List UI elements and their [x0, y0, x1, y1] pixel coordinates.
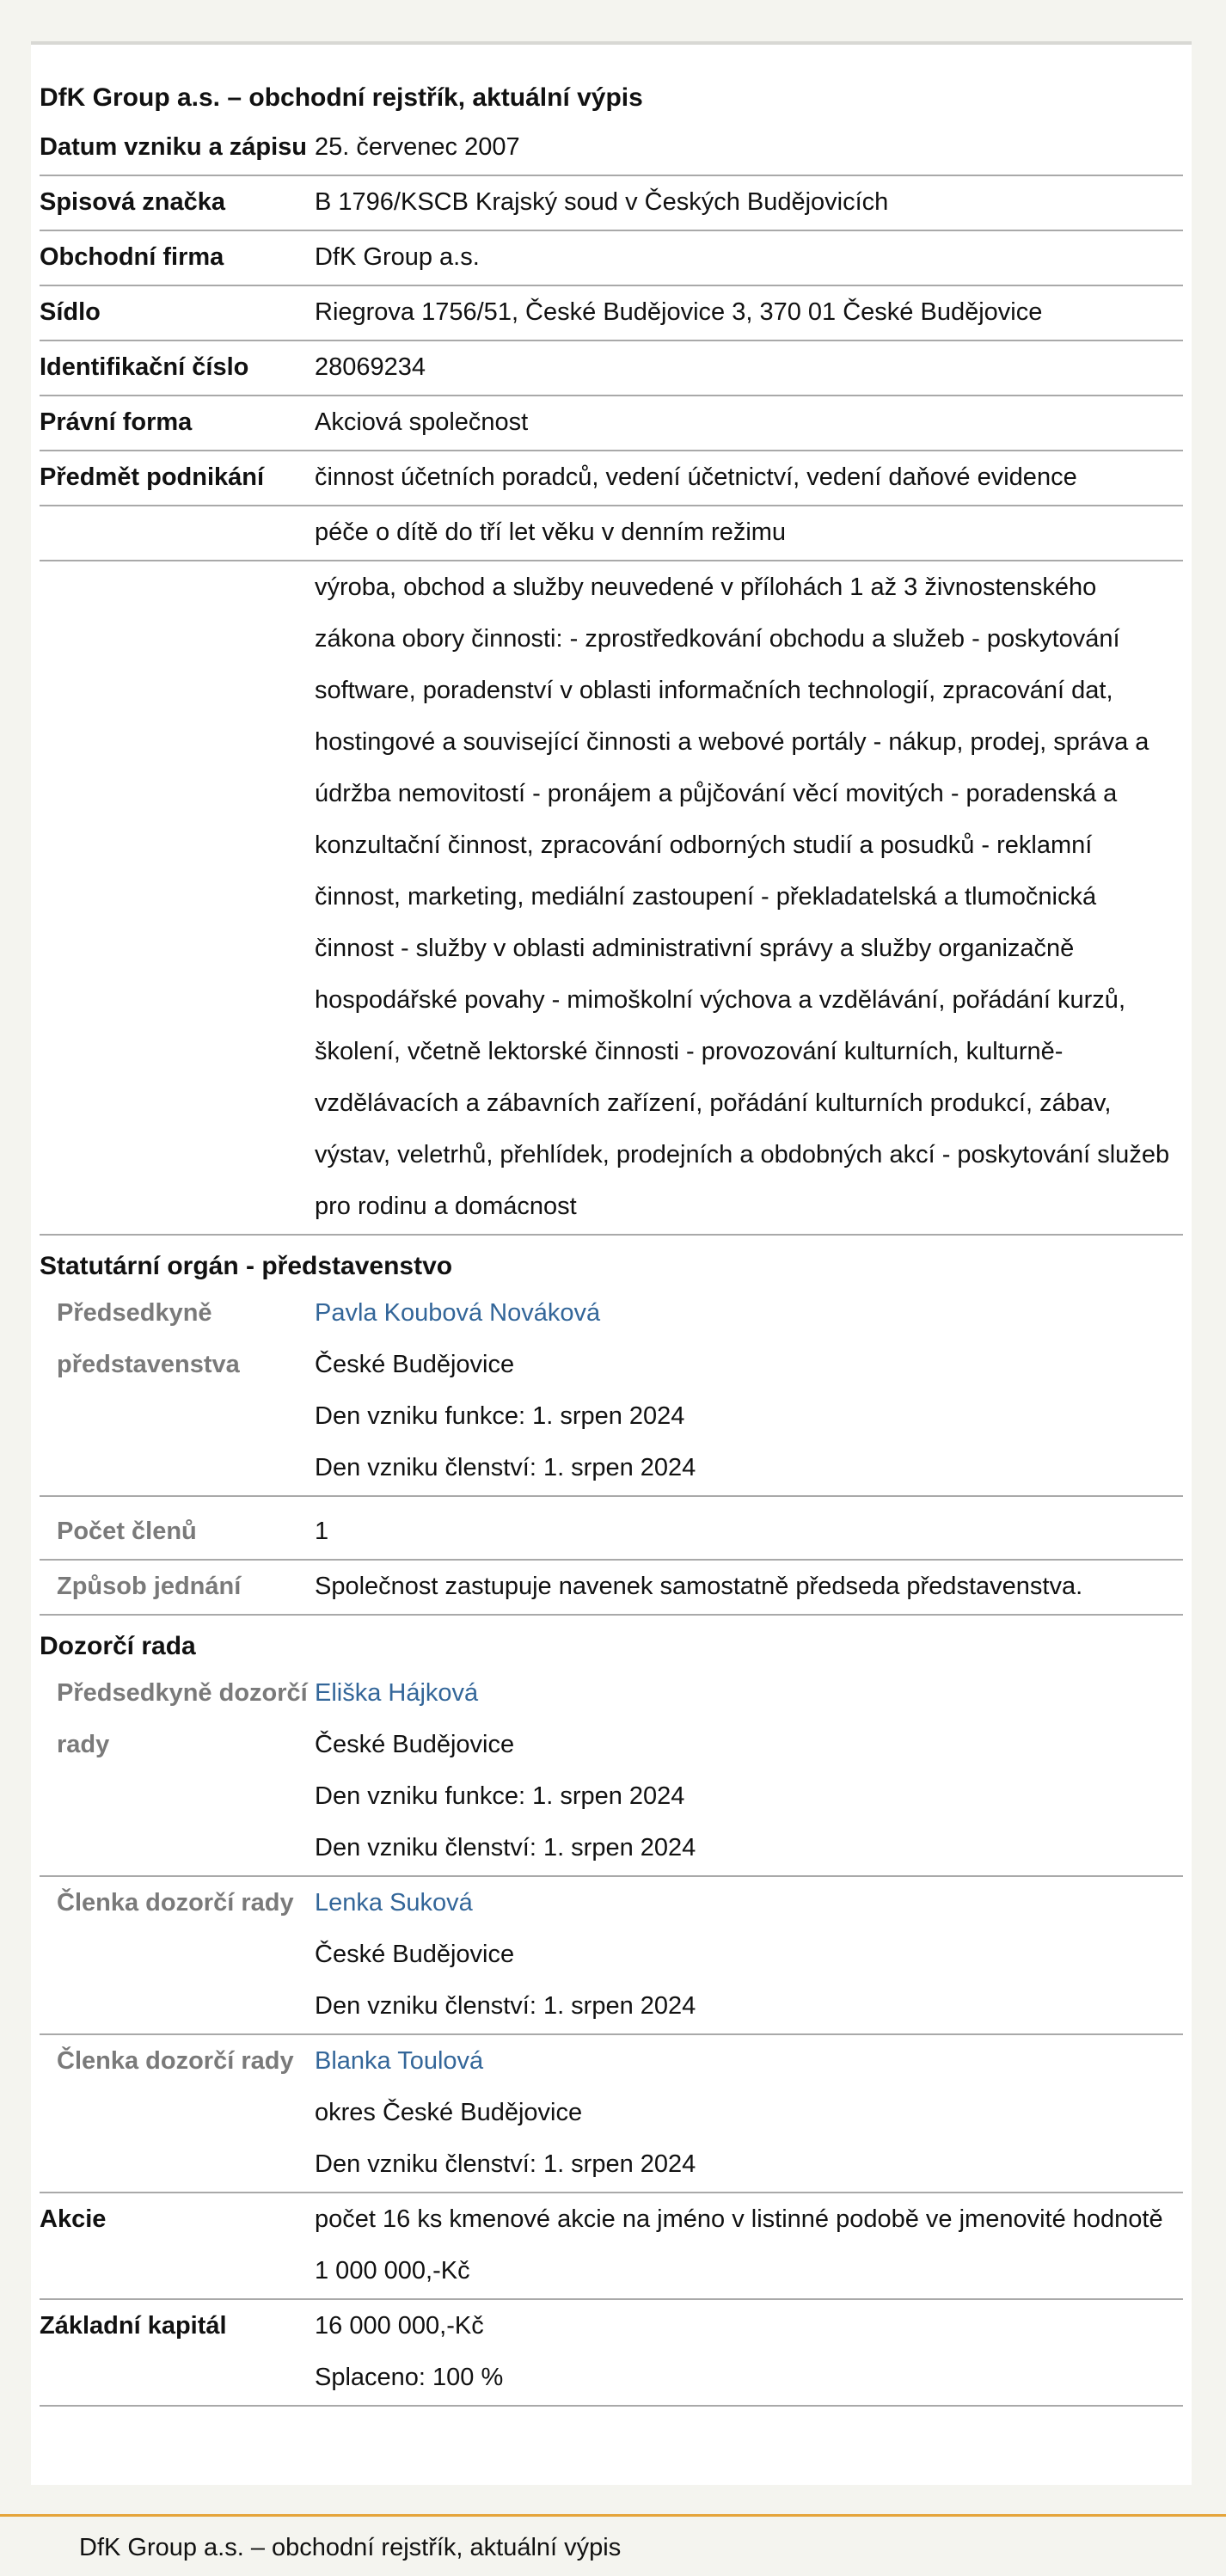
section-title-board: Statutární orgán - představenstvo [40, 1252, 453, 1280]
label-member-count: Počet členů [57, 1518, 197, 1545]
member-function-date: Den vzniku funkce: 1. srpen 2024 [315, 1782, 685, 1810]
row-member-count [40, 1506, 1183, 1561]
label-founding-date: Datum vzniku a zápisu [40, 133, 308, 161]
label-capital: Základní kapitál [40, 2312, 227, 2340]
footer-title: DfK Group a.s. – obchodní rejstřík, aktuální výpis [79, 2534, 622, 2561]
member-function-date: Den vzniku funkce: 1. srpen 2024 [315, 1402, 685, 1430]
member-name-link[interactable]: Pavla Koubová Nováková [315, 1299, 601, 1327]
row-business-3 [40, 561, 1183, 1236]
label-company-name: Obchodní firma [40, 243, 224, 271]
label-file-number: Spisová značka [40, 188, 225, 216]
label-shares: Akcie [40, 2205, 107, 2233]
value-seat: Riegrova 1756/51, České Budějovice 3, 370 01 České Budějovice [315, 298, 1043, 326]
row-seat [40, 286, 1183, 341]
row-legal-form [40, 396, 1183, 451]
register-extract-sheet [31, 45, 1192, 2485]
row-file-number [40, 176, 1183, 231]
supervisory-member [40, 2035, 1183, 2193]
section-title-supervisory: Dozorčí rada [40, 1632, 196, 1660]
row-shares [40, 2193, 1183, 2300]
row-company-name [40, 231, 1183, 286]
row-business-1 [40, 451, 1183, 506]
row-capital [40, 2300, 1183, 2407]
supervisory-member [40, 1667, 1183, 1877]
member-membership-date: Den vzniku členství: 1. srpen 2024 [315, 1454, 696, 1481]
value-member-count: 1 [315, 1518, 329, 1545]
member-city: České Budějovice [315, 1351, 515, 1378]
member-role: Předsedkyně dozorčí rady [57, 1679, 308, 1758]
member-role: Předsedkyně představenstva [57, 1299, 240, 1378]
label-business: Předmět podnikání [40, 463, 265, 491]
page-title: DfK Group a.s. – obchodní rejstřík, aktuální výpis [40, 83, 643, 112]
value-capital-paid: Splaceno: 100 % [315, 2364, 504, 2391]
supervisory-member [40, 1877, 1183, 2035]
row-id-number [40, 341, 1183, 396]
value-acting: Společnost zastupuje navenek samostatně předseda představenstva. [315, 1573, 1083, 1600]
value-file-number: B 1796/KSCB Krajský soud v Českých Budějovicích [315, 188, 889, 216]
value-id-number: 28069234 [315, 353, 426, 381]
member-membership-date: Den vzniku členství: 1. srpen 2024 [315, 1992, 696, 2020]
label-acting: Způsob jednání [57, 1573, 242, 1600]
label-seat: Sídlo [40, 298, 101, 326]
member-role: Členka dozorčí rady [57, 2047, 294, 2075]
label-id-number: Identifikační číslo [40, 353, 249, 381]
value-founding-date: 25. červenec 2007 [315, 133, 520, 161]
member-role: Členka dozorčí rady [57, 1889, 294, 1917]
footer-divider [0, 2514, 1226, 2517]
value-capital-amount: 16 000 000,-Kč [315, 2312, 484, 2340]
value-legal-form: Akciová společnost [315, 408, 529, 436]
business-item: činnost účetních poradců, vedení účetnictví, vedení daňové evidence [315, 463, 1077, 491]
member-membership-date: Den vzniku členství: 1. srpen 2024 [315, 2150, 696, 2178]
member-name-link[interactable]: Blanka Toulová [315, 2047, 484, 2075]
business-item: výroba, obchod a služby neuvedené v přílohách 1 až 3 živnostenského zákona obory činnosti: - zprostředkování obchodu a služeb - poskytování software, poradenství v oblasti informačních technologií, zpracování dat, hostingové a související činnosti a webové portály - nákup, prodej, správa a údržba nemovitostí - pronájem a půjčování věcí movitých - poradenská a konzultační činnost, zpracování odborných studií a posudků - reklamní činnost, marketing, mediální zastoupení - překladatelská a tlumočnická činnost - služby v oblasti administrativní správy a služby organizačně hospodářské povahy - mimoškolní výchova a vzdělávání, pořádání kurzů, školení, včetně lektorské činnosti - provozování kulturních, kulturně-vzdělávacích a zábavních zařízení, pořádání kulturních produkcí, zábav, výstav, veletrhů, přehlídek, prodejních a obdobných akcí - poskytování služeb pro rodinu a domácnost [315, 573, 1170, 1220]
member-city: České Budějovice [315, 1941, 515, 1968]
business-item: péče o dítě do tří let věku v denním režimu [315, 518, 787, 546]
member-name-link[interactable]: Lenka Suková [315, 1889, 473, 1917]
member-city: okres České Budějovice [315, 2099, 583, 2126]
member-name-link[interactable]: Eliška Hájková [315, 1679, 479, 1707]
value-company-name: DfK Group a.s. [315, 243, 480, 271]
row-acting [40, 1561, 1183, 1616]
value-shares: počet 16 ks kmenové akcie na jméno v listinné podobě ve jmenovité hodnotě 1 000 000,-Kč [315, 2205, 1163, 2285]
label-legal-form: Právní forma [40, 408, 193, 436]
member-city: České Budějovice [315, 1731, 515, 1758]
row-business-2 [40, 506, 1183, 561]
row-founding-date [40, 121, 1183, 176]
member-membership-date: Den vzniku členství: 1. srpen 2024 [315, 1834, 696, 1861]
board-member [40, 1287, 1183, 1497]
